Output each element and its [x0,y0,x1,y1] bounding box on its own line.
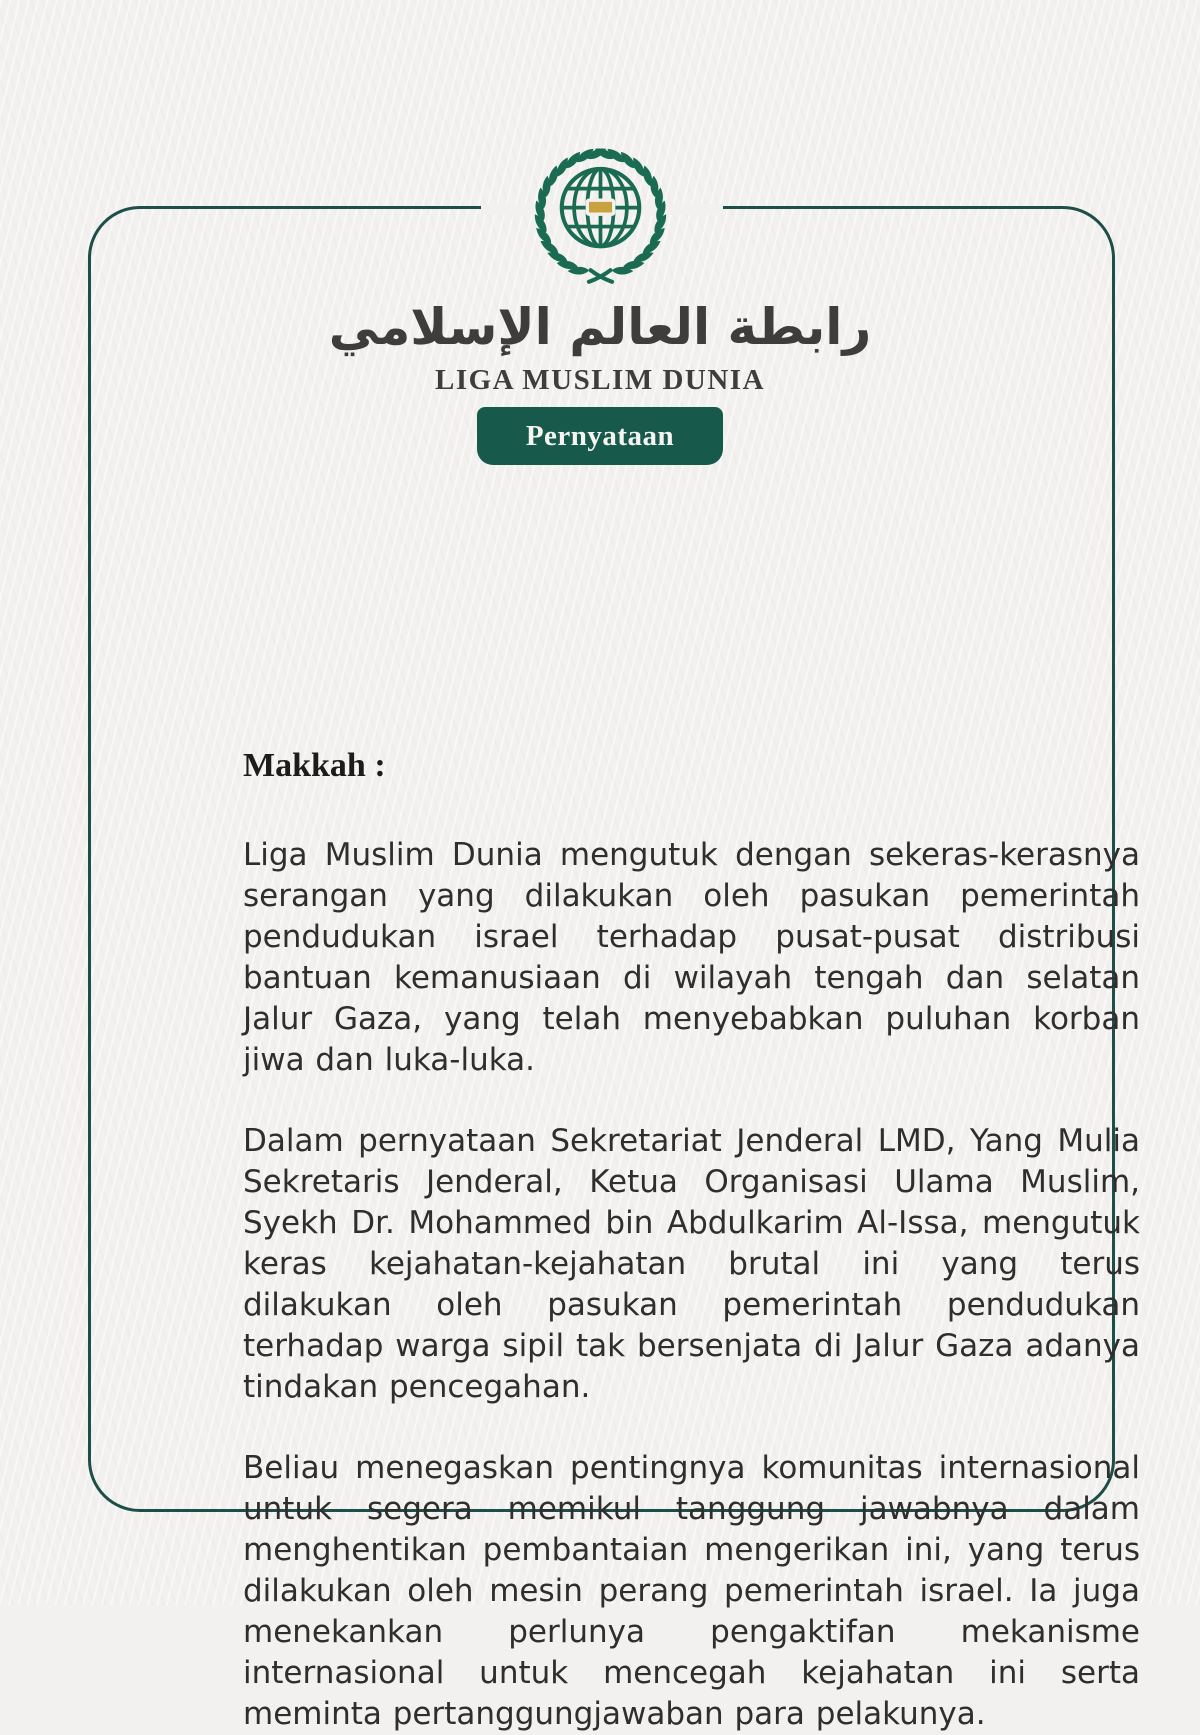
dateline: Makkah : [243,747,386,784]
statement-badge [477,407,723,465]
arabic-calligraphy: رابطة العالم الإسلامي [328,298,872,356]
brand-wordmark: LIGA MUSLIM DUNIA [434,364,766,396]
statement-paragraph: Beliau menegaskan pentingnya komunitas internasional untuk segera memikul tanggung jawabnya dalam menghentikan pembantaian mengerikan ini, yang terus dilakukan oleh mesin perang pemerintah israel. Ia juga menekankan perlunya pengaktifan mekanisme internasional untuk mencegah kejahatan ini serta meminta pertanggungjawaban para pelakunya. [243,1450,1140,1732]
kaaba-gold-bar-icon [587,200,613,214]
mwl-logo [518,145,683,290]
statement-card [88,206,1140,1732]
statement-content [243,747,1140,1735]
statement-paragraph: Dalam pernyataan Sekretariat Jenderal LMD, Yang Mulia Sekretaris Jenderal, Ketua Organisasi Ulama Muslim, Syekh Dr. Mohammed bin Abdulkarim Al-Issa, mengutuk keras kejahatan-kejahatan brutal ini yang terus dilakukan oleh pasukan pemerintah pendudukan terhadap warga sipil tak bersenjata di Jalur Gaza adanya tindakan pencegahan. [243,1123,1140,1405]
badge-label: Pernyataan [525,420,675,452]
statement-paragraph: Liga Muslim Dunia mengutuk dengan sekeras-kerasnya serangan yang dilakukan oleh pasukan pemerintah pendudukan israel terhadap pusat-pusat distribusi bantuan kemanusiaan di wilayah tengah dan selatan Jalur Gaza, yang telah menyebabkan puluhan korban jiwa dan luka-luka. [243,837,1140,1078]
